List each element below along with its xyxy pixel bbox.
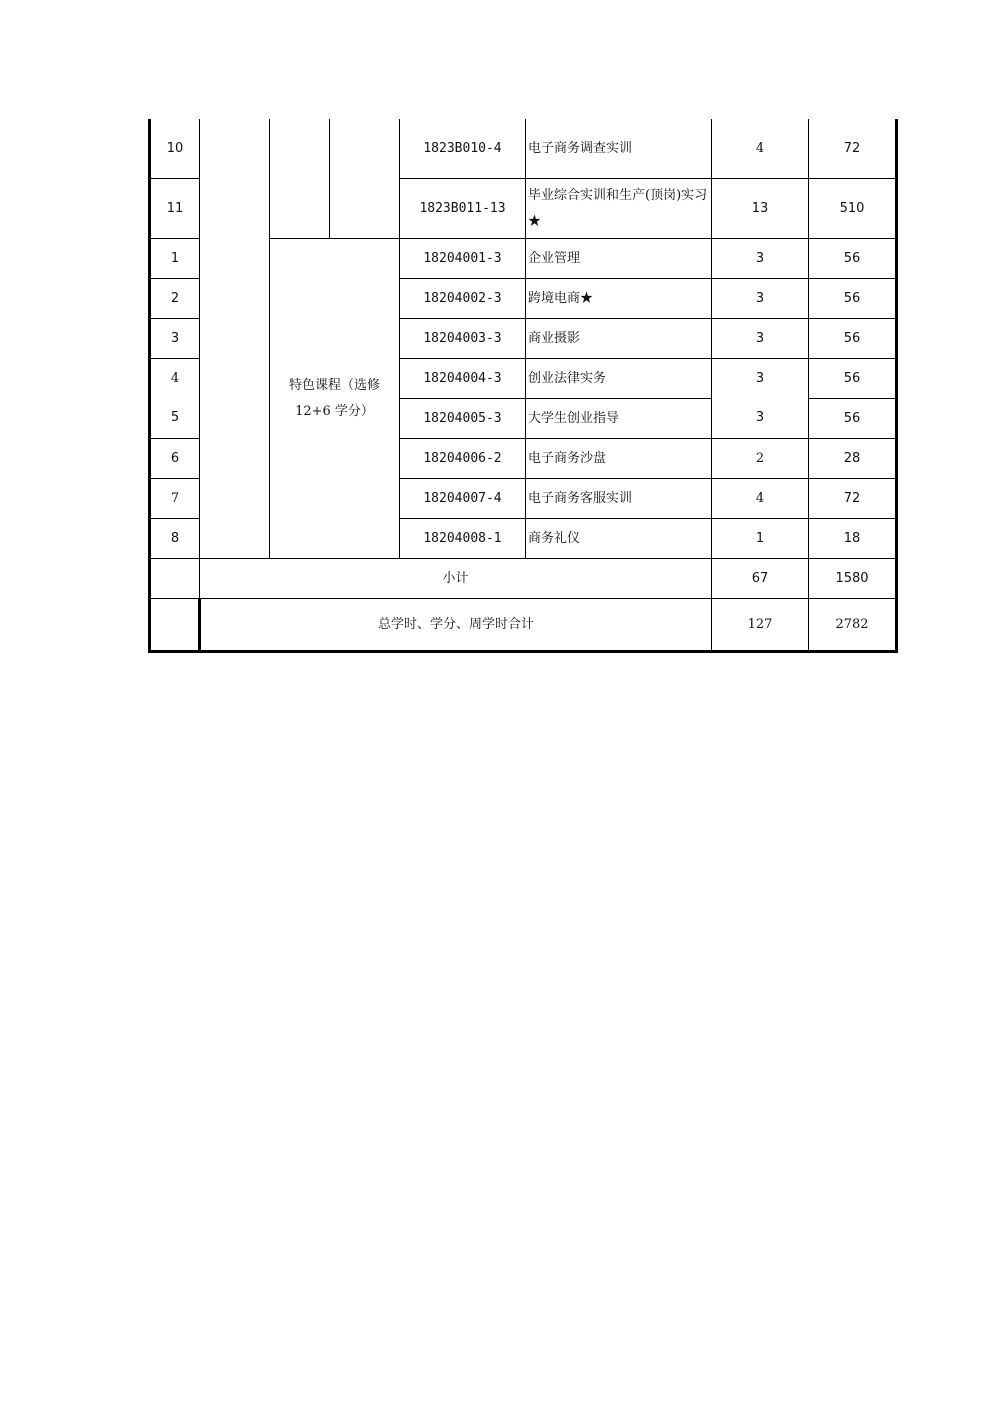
credits-cell: 3 [712,279,809,319]
seq-cell: 7 [150,479,200,519]
subtotal-row [150,559,897,599]
course-code-cell: 18204001-3 [400,239,526,279]
credits-cell: 3 [712,359,809,399]
feature-course-group-label: 特色课程（选修 12+6 学分） [270,239,400,559]
course-table [148,119,898,653]
seq-cell: 1 [150,239,200,279]
course-name-cell: 电子商务调查实训 [526,119,712,179]
hours-cell: 56 [809,279,897,319]
credits-cell: 4 [712,479,809,519]
seq-cell: 5 [150,399,200,439]
hours-cell: 28 [809,439,897,479]
total-label: 总学时、学分、周学时合计 [200,599,712,652]
subtotal-label: 小计 [200,559,712,599]
course-name-cell: 创业法律实务 [526,359,712,399]
subtotal-hours: 1580 [809,559,897,599]
course-name-cell: 跨境电商★ [526,279,712,319]
seq-cell: 4 [150,359,200,399]
course-name-cell: 商业摄影 [526,319,712,359]
total-credits: 127 [712,599,809,652]
subcategory-cell [270,119,330,239]
course-name-cell: 企业管理 [526,239,712,279]
hours-cell: 72 [809,119,897,179]
credits-cell: 13 [712,179,809,239]
seq-cell: 3 [150,319,200,359]
course-code-cell: 18204005-3 [400,399,526,439]
hours-cell: 56 [809,399,897,439]
course-code-cell: 18204008-1 [400,519,526,559]
credits-cell: 1 [712,519,809,559]
credits-cell: 4 [712,119,809,179]
subcategory-cell [330,119,400,239]
total-seq-cell [150,599,200,652]
course-name-cell: 毕业综合实训和生产(顶岗)实习★ [526,179,712,239]
seq-cell: 10 [150,119,200,179]
course-name-cell: 商务礼仪 [526,519,712,559]
credits-cell: 3 [712,319,809,359]
course-name-cell: 大学生创业指导 [526,399,712,439]
course-code-cell: 1823B011-13 [400,179,526,239]
hours-cell: 56 [809,319,897,359]
hours-cell: 72 [809,479,897,519]
course-code-cell: 18204002-3 [400,279,526,319]
hours-cell: 18 [809,519,897,559]
seq-cell: 2 [150,279,200,319]
course-name-cell: 电子商务沙盘 [526,439,712,479]
total-row [150,599,897,652]
subtotal-seq-cell [150,559,200,599]
course-code-cell: 18204003-3 [400,319,526,359]
credits-cell: 3 [712,239,809,279]
total-hours: 2782 [809,599,897,652]
hours-cell: 510 [809,179,897,239]
seq-cell: 11 [150,179,200,239]
course-code-cell: 1823B010-4 [400,119,526,179]
seq-cell: 8 [150,519,200,559]
credits-cell: 3 [712,399,809,439]
credits-cell: 2 [712,439,809,479]
subtotal-credits: 67 [712,559,809,599]
hours-cell: 56 [809,359,897,399]
course-code-cell: 18204007-4 [400,479,526,519]
course-code-cell: 18204004-3 [400,359,526,399]
course-code-cell: 18204006-2 [400,439,526,479]
seq-cell: 6 [150,439,200,479]
table-row [150,119,897,179]
hours-cell: 56 [809,239,897,279]
category-cell [200,119,270,559]
course-name-cell: 电子商务客服实训 [526,479,712,519]
